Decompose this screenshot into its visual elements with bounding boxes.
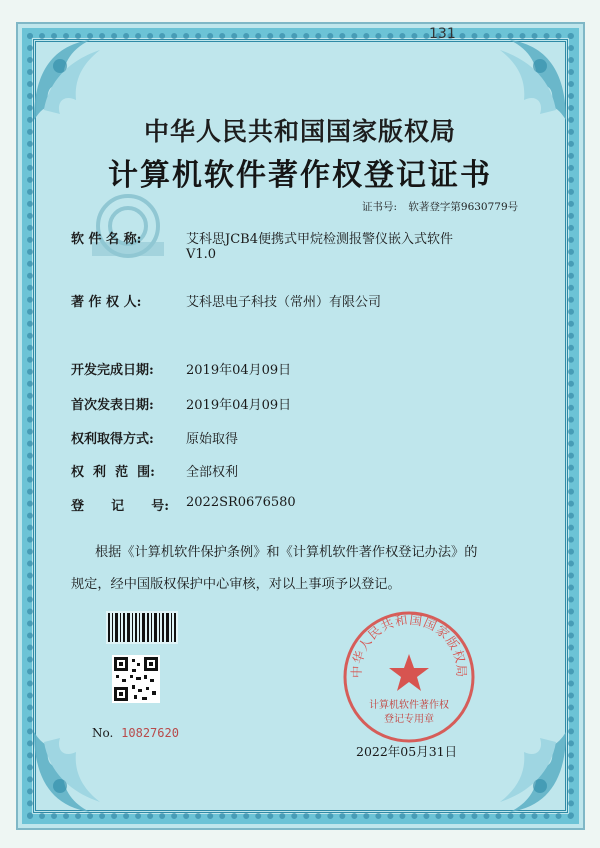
- certificate-number-value: 软著登字第9630779号: [408, 201, 519, 213]
- corner-ornament-icon: [482, 728, 570, 816]
- pub-date-label: 首次发表日期:: [71, 398, 154, 413]
- dev-date-label: 开发完成日期:: [71, 363, 154, 378]
- issue-date: 2022年05月31日: [356, 744, 458, 759]
- copyright-emblem-icon: [86, 190, 170, 262]
- body-line-1: 根据《计算机软件保护条例》和《计算机软件著作权登记办法》的: [95, 545, 478, 560]
- rights-method-label: 权利取得方式:: [71, 432, 154, 447]
- serial-number: [92, 726, 179, 740]
- handwritten-mark: 131: [429, 26, 456, 42]
- rights-method-value: 原始取得: [186, 432, 239, 447]
- reg-no-row: [71, 495, 296, 514]
- owner-value: 艾科思电子科技（常州）有限公司: [186, 295, 382, 310]
- official-seal: [340, 608, 478, 746]
- dev-date-row: [71, 359, 292, 378]
- software-name-value: [186, 228, 453, 262]
- certificate-number: [362, 199, 518, 214]
- software-name-label: 软 件 名 称:: [71, 232, 142, 247]
- software-name-row: [71, 228, 453, 262]
- reg-no-value: 2022SR0676580: [186, 495, 296, 510]
- owner-row: [71, 291, 382, 310]
- certificate-title: 计算机软件著作权登记证书: [108, 158, 492, 193]
- serial-number-value: 10827620: [121, 726, 179, 740]
- certificate-number-label: 证书号:: [362, 201, 398, 213]
- corner-ornament-icon: [30, 36, 118, 124]
- rights-scope-label: 权 利 范 围:: [71, 465, 155, 480]
- rights-scope-row: [71, 461, 239, 480]
- serial-number-prefix: No.: [92, 726, 114, 740]
- issuing-authority: 中华人民共和国国家版权局: [143, 117, 456, 146]
- dev-date-value: 2019年04月09日: [186, 363, 292, 378]
- software-name-line2: V1.0: [186, 247, 217, 262]
- pub-date-row: [71, 394, 292, 413]
- qr-code-icon: [112, 655, 160, 703]
- seal-ring-text: 中华人民共和国国家版权局: [348, 611, 470, 679]
- corner-ornament-icon: [482, 36, 570, 124]
- body-line-2: 规定，经中国版权保护中心审核，对以上事项予以登记。: [71, 577, 401, 592]
- rights-method-row: [71, 428, 239, 447]
- seal-center-line2: 登记专用章: [384, 714, 434, 725]
- reg-no-label: 登 记 号:: [71, 499, 170, 514]
- owner-label: 著 作 权 人:: [71, 295, 142, 310]
- corner-ornament-icon: [30, 728, 118, 816]
- pub-date-value: 2019年04月09日: [186, 398, 292, 413]
- software-name-line1: 艾科思JCB4便携式甲烷检测报警仪嵌入式软件: [186, 232, 453, 247]
- seal-center-line1: 计算机软件著作权: [369, 700, 449, 711]
- barcode-icon: [106, 611, 178, 644]
- rights-scope-value: 全部权利: [186, 465, 239, 480]
